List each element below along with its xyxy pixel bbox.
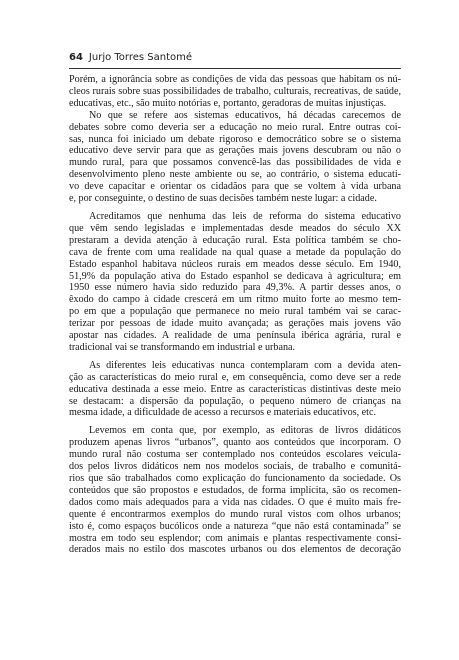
- text-line: dados como mais adequados para a vida nas cidades. O que é muito mais fre-: [69, 496, 401, 508]
- text-line: debates sobre como deveria ser a educação no meio rural. Entre outras coi-: [69, 121, 401, 133]
- text-line: educativa destinada a esse meio. Entre as características distintivas deste meio: [69, 383, 401, 395]
- paragraph: [69, 110, 401, 205]
- text-line: isto é, como espaços bucólicos onde a natureza “que não está contaminada” se: [69, 520, 401, 532]
- text-line: po em que a população que permanece no meio rural também vai se carac-: [69, 306, 401, 318]
- text-line: apostar nas cidades. A realidade de uma península ibérica agrária, rural e: [69, 330, 401, 342]
- text-line: ção as características do meio rural e, em consequência, como deve ser a rede: [69, 371, 401, 383]
- running-header: [69, 52, 192, 63]
- text-line: sas, nunca foi iniciado um debate rigoroso e democrático sobre se o sistema: [69, 133, 401, 145]
- text-line: que vêm sendo legisladas e implementadas desde meados do século XX: [69, 222, 401, 234]
- text-line: quente é encontrarmos exemplos do mundo rural vistos com olhos urbanos;: [69, 508, 401, 520]
- header-rule: [69, 68, 401, 69]
- text-line: Porém, a ignorância sobre as condições de vida das pessoas que habitam os nú-: [69, 74, 401, 85]
- author-name: Jurjo Torres Santomé: [88, 52, 193, 63]
- text-line: tradicional vai se transformando em industrial e urbana.: [69, 341, 296, 353]
- paragraph: [69, 360, 401, 420]
- text-line: mundo rural não costuma ser contemplado nos conteúdos escolares veicula-: [69, 449, 401, 461]
- text-line: produzem apenas livros “urbanos”, quanto aos conteúdos que incorporam. O: [69, 437, 401, 449]
- text-line: dos pelos livros didáticos nem nos modelos sociais, de trabalho e comunitá-: [69, 461, 401, 473]
- text-line: derados mais no estilo dos mascotes urbanos ou dos elementos de decoração: [69, 544, 401, 556]
- body-text: [69, 74, 401, 556]
- text-line: educativas, etc., são muito notórias e, portanto, geradoras de muitas injustiças.: [69, 97, 387, 109]
- text-line: conteúdos que são propostos e estudados, de forma implícita, são os recomen-: [69, 484, 401, 496]
- text-line: êxodo do campo à cidade crescerá em um ritmo muito forte ao mesmo tem-: [69, 294, 401, 306]
- text-line: rios que são trabalhados como explicação do funcionamento da sociedade. Os: [69, 473, 401, 484]
- paragraph: [69, 74, 401, 110]
- text-line: cleos rurais sobre suas possibilidades de trabalho, culturais, recreativas, de saúde,: [69, 85, 401, 97]
- text-line: mostra em todo seu esplendor; com animais e plantas respectivamente consi-: [69, 532, 401, 544]
- text-line: vo deve capacitar e orientar os cidadãos para que se voltem à vida urbana: [69, 181, 401, 193]
- text-line: 51,9% da população ativa do Estado espanhol se dedicava à agricultura; em: [69, 270, 401, 282]
- text-line: As diferentes leis educativas nunca contemplaram com a devida aten-: [89, 359, 401, 371]
- text-line: terizar por pessoas de idade muito avançada; as gerações mais jovens vão: [69, 318, 401, 330]
- page-number: 64: [69, 52, 83, 63]
- text-line: desenvolvimento pleno neste ambiente ou se, ao contrário, o sistema educati-: [69, 169, 401, 181]
- paragraph: [69, 425, 401, 556]
- text-line: No que se refere aos sistemas educativos, há décadas carecemos de: [89, 109, 401, 121]
- text-line: mundo rural, para que possamos convencê-las das possibilidades de vida e: [69, 157, 401, 169]
- text-line: Estado espanhol habitava núcleos rurais em meados desse século. Em 1940,: [69, 258, 401, 270]
- text-line: Levemos em conta que, por exemplo, as editoras de livros didáticos: [89, 425, 401, 437]
- text-line: cava de frente com uma realidade na qual quase a metade da população do: [69, 246, 401, 258]
- text-line: 1950 esse número havia sido reduzido para 49,3%. A partir desses anos, o: [69, 282, 401, 294]
- text-line: Acreditamos que nenhuma das leis de reforma do sistema educativo: [89, 210, 401, 222]
- paragraph: [69, 211, 401, 354]
- text-line: e, por conseguinte, o destino de suas decisões também neste lugar: a cidade.: [69, 193, 377, 205]
- text-line: prestaram a devida atenção à educação rural. Esta política também se cho-: [69, 234, 401, 246]
- text-line: educativo deve servir para que as gerações mais jovens descubram ou não o: [69, 145, 401, 157]
- text-line: mesma idade, a dificuldade de acesso a recursos e materiais educativos, etc.: [69, 407, 376, 419]
- text-line: se destacam: a dispersão da população, o pequeno número de crianças na: [69, 395, 401, 407]
